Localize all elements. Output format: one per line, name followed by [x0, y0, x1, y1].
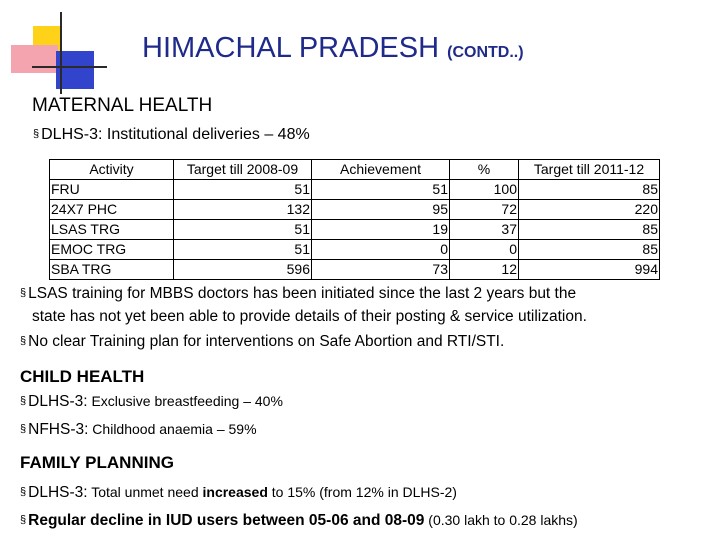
anaemia-label: NFHS-3:: [28, 421, 89, 438]
table-header-row: [50, 160, 660, 180]
cell-target-2008: 51: [174, 240, 312, 260]
child-health-heading: CHILD HEALTH: [20, 367, 145, 386]
anaemia-text: Childhood anaemia – 59%: [88, 421, 257, 437]
cell-target-2011: 85: [519, 180, 660, 200]
table-row: [50, 200, 660, 220]
cell-target-2011: 994: [519, 260, 660, 280]
bullet-icon: §: [20, 486, 27, 498]
title-subtitle: (CONTD..): [447, 44, 524, 61]
decor-pink-square: [11, 45, 58, 73]
cell-percent: 100: [450, 180, 519, 200]
table-row: [50, 220, 660, 240]
bullet-icon: §: [20, 335, 27, 347]
unmet-need-bold: increased: [202, 484, 268, 500]
anaemia-line: [20, 419, 257, 440]
decor-horizontal-line: [32, 66, 107, 68]
cell-percent: 37: [450, 220, 519, 240]
bullet-icon: §: [20, 287, 27, 299]
lsas-text-line2: state has not yet been able to provide details of their posting & service utilization.: [32, 308, 587, 325]
maternal-heading: MATERNAL HEALTH: [32, 95, 213, 116]
lsas-training-paragraph: [20, 282, 690, 328]
cell-target-2008: 51: [174, 220, 312, 240]
table-row: [50, 260, 660, 280]
cell-percent: 72: [450, 200, 519, 220]
iud-decline-line: [20, 510, 578, 531]
cell-achievement: 51: [312, 180, 450, 200]
cell-activity: FRU: [50, 180, 174, 200]
cell-achievement: 73: [312, 260, 450, 280]
bullet-icon: §: [20, 514, 27, 526]
cell-achievement: 19: [312, 220, 450, 240]
col-header-achievement: Achievement: [312, 160, 450, 180]
page-title: [142, 30, 524, 71]
title-main: HIMACHAL PRADESH: [142, 32, 440, 64]
training-plan-paragraph: [20, 330, 690, 353]
institutional-deliveries-line: [33, 124, 310, 145]
iud-decline-text: (0.30 lakh to 0.28 lakhs): [424, 512, 578, 528]
cell-target-2011: 220: [519, 200, 660, 220]
cell-activity: SBA TRG: [50, 260, 174, 280]
cell-target-2008: 596: [174, 260, 312, 280]
col-header-activity: Activity: [50, 160, 174, 180]
training-table: [49, 159, 660, 280]
bullet-icon: §: [20, 423, 27, 435]
decor-vertical-line: [60, 12, 62, 94]
unmet-need-label: DLHS-3:: [28, 484, 88, 501]
breastfeeding-label: DLHS-3:: [28, 393, 88, 410]
unmet-need-text-a: Total unmet need: [87, 484, 203, 500]
cell-activity: EMOC TRG: [50, 240, 174, 260]
institutional-deliveries-text: DLHS-3: Institutional deliveries – 48%: [41, 126, 310, 143]
col-header-target-2008: Target till 2008-09: [174, 160, 312, 180]
cell-target-2008: 132: [174, 200, 312, 220]
table-row: [50, 240, 660, 260]
unmet-need-text-b: to 15% (from 12% in DLHS-2): [267, 484, 457, 500]
cell-percent: 0: [450, 240, 519, 260]
col-header-percent: %: [450, 160, 519, 180]
training-plan-text: No clear Training plan for interventions on Safe Abortion and RTI/STI.: [28, 333, 505, 350]
cell-activity: LSAS TRG: [50, 220, 174, 240]
family-planning-heading: FAMILY PLANNING: [20, 453, 174, 472]
cell-activity: 24X7 PHC: [50, 200, 174, 220]
cell-achievement: 0: [312, 240, 450, 260]
bullet-icon: §: [33, 128, 40, 140]
breastfeeding-line: [20, 391, 283, 412]
cell-target-2011: 85: [519, 220, 660, 240]
col-header-target-2011: Target till 2011-12: [519, 160, 660, 180]
cell-target-2008: 51: [174, 180, 312, 200]
bullet-icon: §: [20, 395, 27, 407]
cell-achievement: 95: [312, 200, 450, 220]
iud-decline-bold: Regular decline in IUD users between 05-06 and 08-09: [28, 512, 425, 529]
breastfeeding-text: Exclusive breastfeeding – 40%: [87, 393, 283, 409]
cell-percent: 12: [450, 260, 519, 280]
lsas-text-line1: LSAS training for MBBS doctors has been initiated since the last 2 years but the: [28, 285, 577, 302]
table-row: [50, 180, 660, 200]
cell-target-2011: 85: [519, 240, 660, 260]
unmet-need-line: [20, 482, 457, 503]
